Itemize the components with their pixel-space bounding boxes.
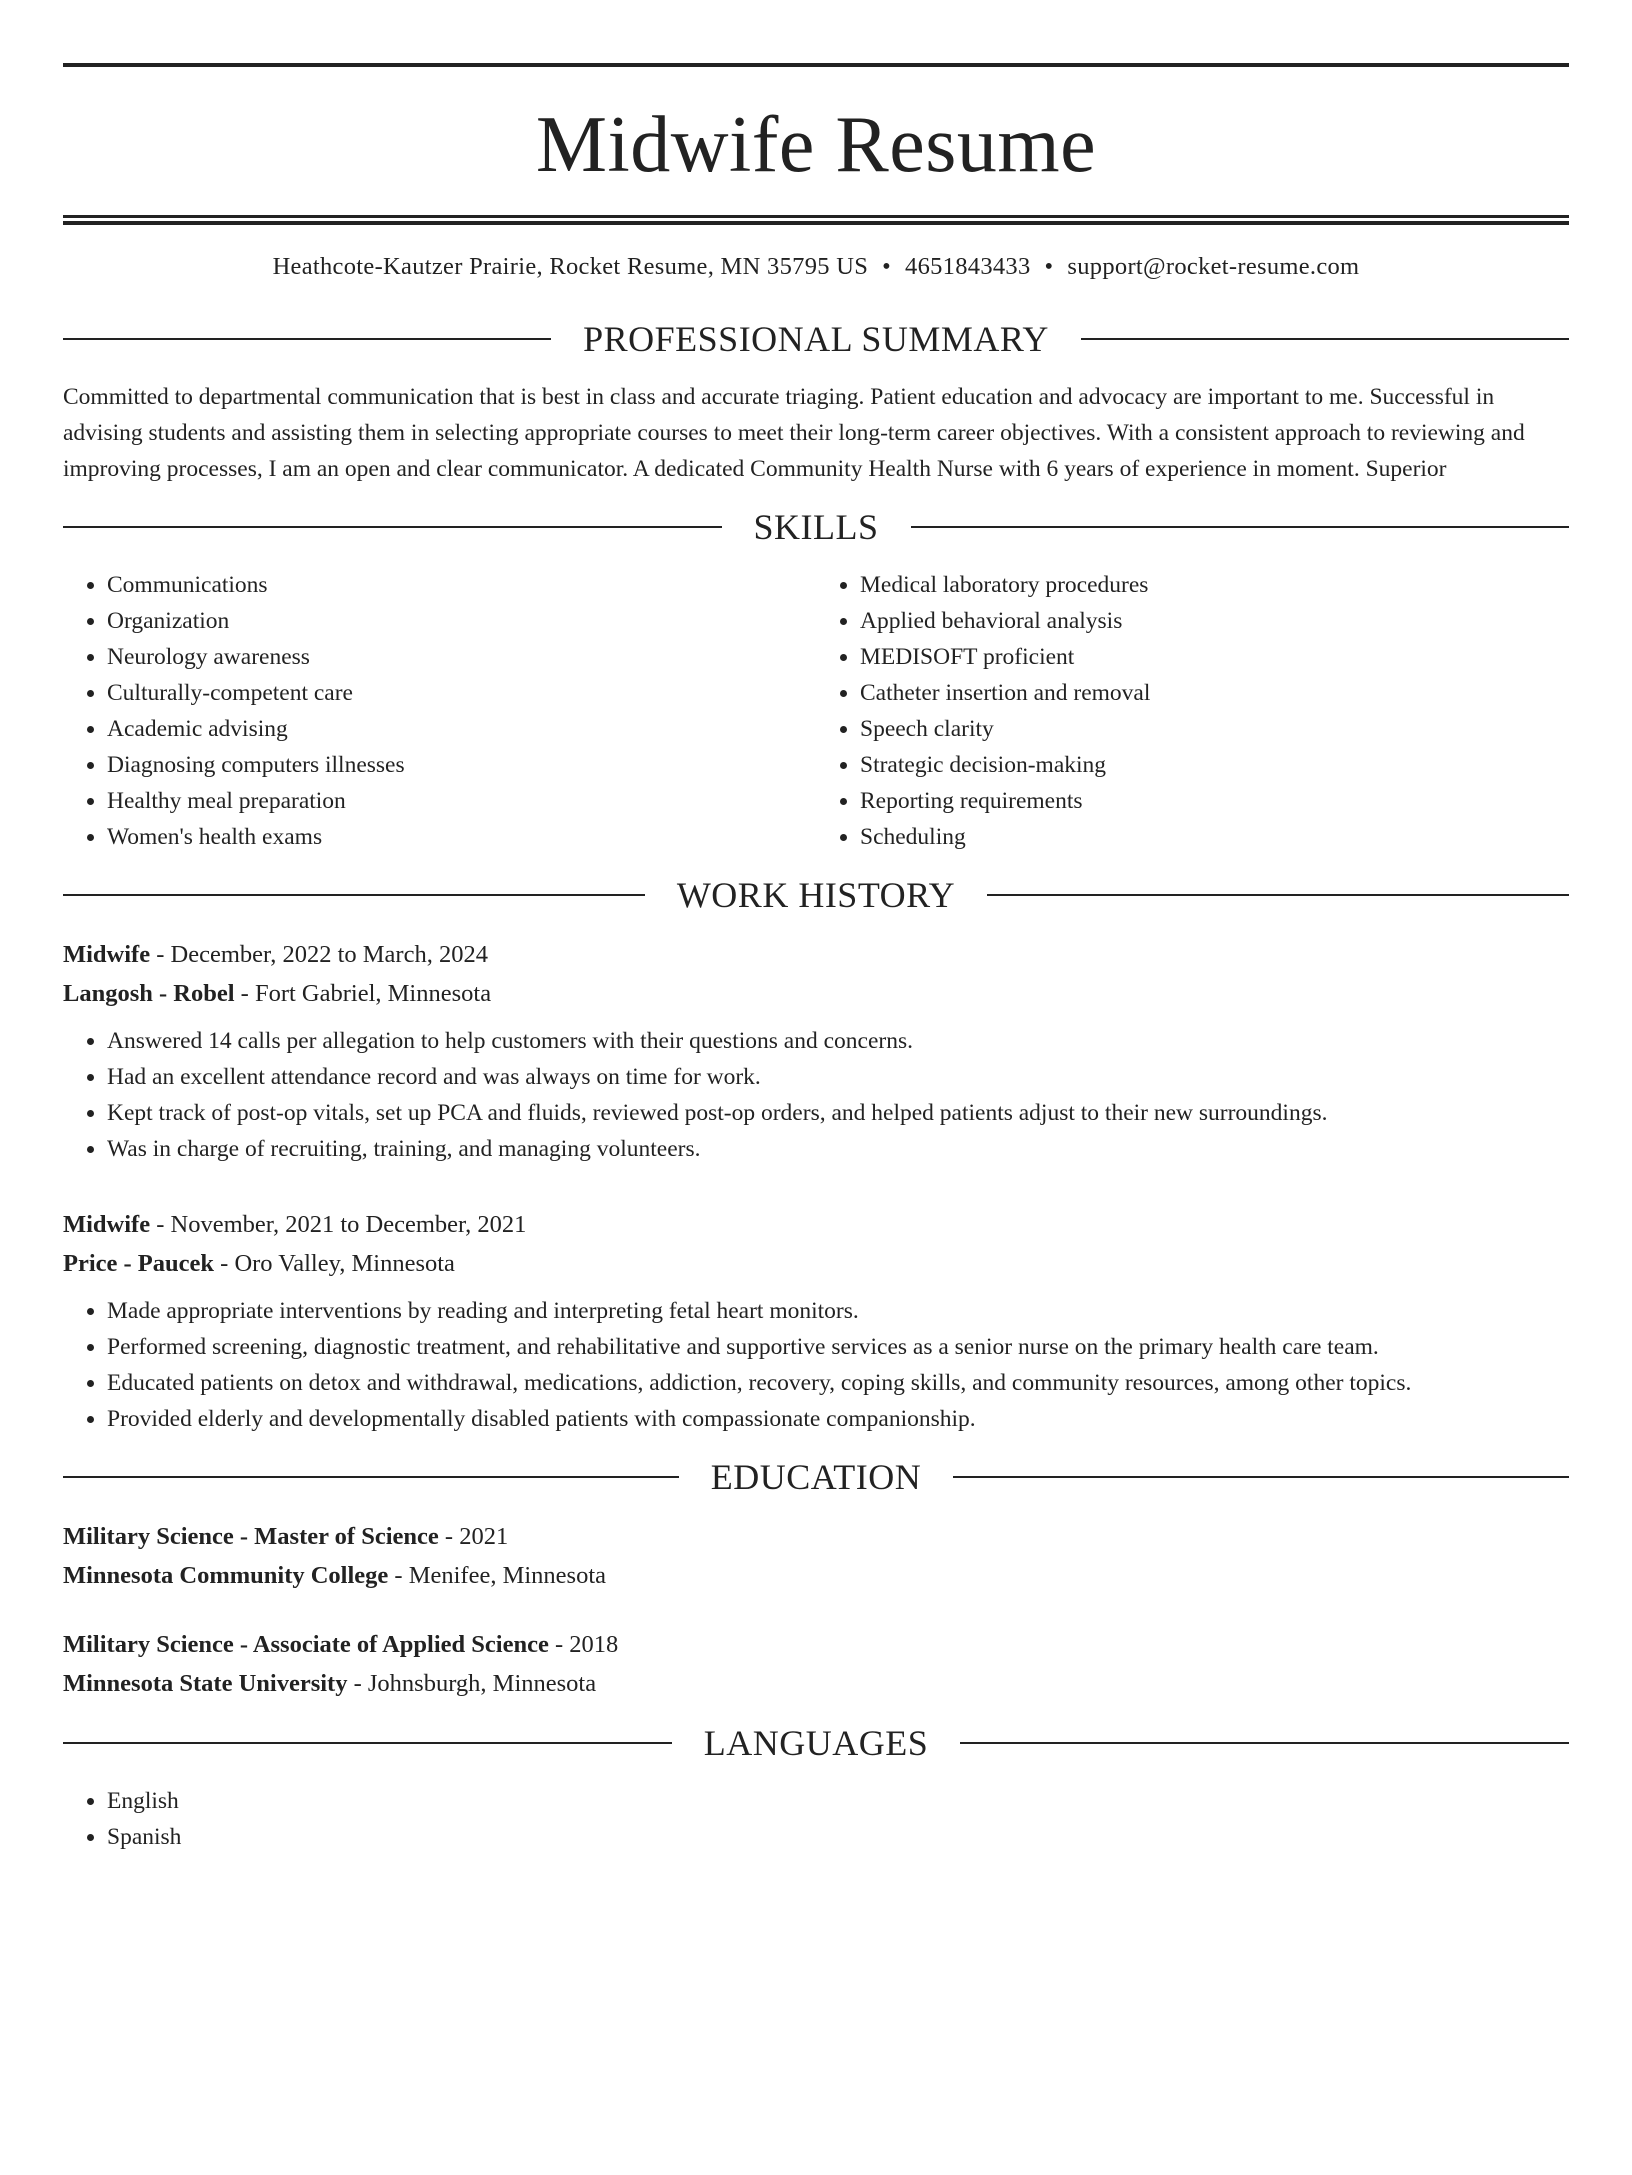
job-location: Oro Valley, Minnesota <box>234 1250 455 1277</box>
divider-line <box>63 894 645 896</box>
education-school: Minnesota Community College <box>63 1562 389 1589</box>
skill-item: • Applied behavioral analysis <box>860 603 1569 639</box>
language-item: • Spanish <box>107 1819 1569 1855</box>
divider-line <box>63 1742 672 1744</box>
job-title: Midwife <box>63 941 151 968</box>
section-header-education <box>63 1459 1569 1495</box>
resume-page <box>0 63 1632 2175</box>
section-header-skills <box>63 509 1569 545</box>
skill-item: • Organization <box>107 603 816 639</box>
contact-email: support@rocket-resume.com <box>1067 253 1360 280</box>
divider-line <box>1081 338 1569 340</box>
job-company: Langosh - Robel <box>63 980 235 1007</box>
skill-item: • Scheduling <box>860 819 1569 855</box>
skills-column-right <box>816 567 1569 855</box>
skill-item: • Diagnosing computers illnesses <box>107 747 816 783</box>
job-bullet: • Had an excellent attendance record and was always on time for work. <box>107 1059 1569 1095</box>
divider-line <box>911 526 1570 528</box>
job-bullets <box>63 1023 1569 1167</box>
education-entry <box>63 1517 1569 1595</box>
education-year: 2018 <box>569 1631 619 1658</box>
job-bullets <box>63 1293 1569 1437</box>
job-company: Price - Paucek <box>63 1250 215 1277</box>
contact-separator: • <box>1044 253 1054 280</box>
summary-text: Committed to departmental communication that is best in class and accurate triaging. Patient education and advocacy are important to me. Successful in advising students and assisting them in selecting appropriate courses to meet their long-term career objectives. With a consistent approach to reviewing and improving processes, I am an open and clear communicator. A dedicated Community Health Nurse with 6 years of experience in moment. Superior <box>63 384 1525 482</box>
education-degree: Military Science - Master of Science <box>63 1523 439 1550</box>
section-header-work <box>63 877 1569 913</box>
job-bullet: • Educated patients on detox and withdrawal, medications, addiction, recovery, coping skills, and community resources, among other topics. <box>107 1365 1569 1401</box>
skill-item: • Communications <box>107 567 816 603</box>
contact-phone: 4651843433 <box>905 253 1031 280</box>
resume-title: Midwife Resume <box>535 101 1097 189</box>
skill-item: • MEDISOFT proficient <box>860 639 1569 675</box>
section-title-summary: PROFESSIONAL SUMMARY <box>583 319 1049 359</box>
skill-item: • Speech clarity <box>860 711 1569 747</box>
divider-line <box>63 1476 679 1478</box>
divider-line <box>960 1742 1569 1744</box>
contact-address: Heathcote-Kautzer Prairie, Rocket Resume, MN 35795 US <box>272 253 869 280</box>
section-header-summary <box>63 321 1569 357</box>
job-location: Fort Gabriel, Minnesota <box>254 980 492 1007</box>
skill-item: • Healthy meal preparation <box>107 783 816 819</box>
divider-line <box>63 526 722 528</box>
job-bullet: • Performed screening, diagnostic treatment, and rehabilitative and supportive services as a senior nurse on the primary health care team. <box>107 1329 1569 1365</box>
job-bullet: • Provided elderly and developmentally disabled patients with compassionate companionship. <box>107 1401 1569 1437</box>
education-location: Menifee, Minnesota <box>408 1562 607 1589</box>
skill-item: • Culturally-competent care <box>107 675 816 711</box>
top-rule <box>63 63 1569 67</box>
job-bullet: • Made appropriate interventions by reading and interpreting fetal heart monitors. <box>107 1293 1569 1329</box>
job-dates: December, 2022 to March, 2024 <box>170 941 488 968</box>
job-company-line: Price - Paucek - Oro Valley, Minnesota <box>63 1250 455 1277</box>
education-entry <box>63 1625 1569 1703</box>
job-title-line: Midwife - December, 2022 to March, 2024 <box>63 941 488 968</box>
language-item: • English <box>107 1783 1569 1819</box>
education-year: 2021 <box>459 1523 509 1550</box>
languages-list <box>63 1783 1569 1855</box>
job-entry <box>63 1205 1569 1437</box>
education-school-line: Minnesota State University - Johnsburgh, Minnesota <box>63 1670 597 1697</box>
title-double-rule <box>63 215 1569 225</box>
education-degree-line: Military Science - Master of Science - 2021 <box>63 1523 509 1550</box>
divider-line <box>987 894 1569 896</box>
skill-item: • Catheter insertion and removal <box>860 675 1569 711</box>
education-school: Minnesota State University <box>63 1670 348 1697</box>
section-header-languages <box>63 1725 1569 1761</box>
education-degree: Military Science - Associate of Applied Science <box>63 1631 549 1658</box>
section-title-work: WORK HISTORY <box>676 875 956 915</box>
section-title-languages: LANGUAGES <box>703 1723 929 1763</box>
job-bullet: • Kept track of post-op vitals, set up PCA and fluids, reviewed post-op orders, and helped patients adjust to their new surroundings. <box>107 1095 1569 1131</box>
job-bullet: • Answered 14 calls per allegation to help customers with their questions and concerns. <box>107 1023 1569 1059</box>
skill-item: • Neurology awareness <box>107 639 816 675</box>
section-title-education: EDUCATION <box>710 1457 922 1497</box>
skill-item: • Women's health exams <box>107 819 816 855</box>
job-bullet: • Was in charge of recruiting, training, and managing volunteers. <box>107 1131 1569 1167</box>
job-entry <box>63 935 1569 1167</box>
skills-list <box>63 567 1569 855</box>
job-dates: November, 2021 to December, 2021 <box>170 1211 527 1238</box>
contact-separator: • <box>882 253 892 280</box>
job-title-line: Midwife - November, 2021 to December, 2021 <box>63 1211 527 1238</box>
divider-line <box>63 338 551 340</box>
job-company-line: Langosh - Robel - Fort Gabriel, Minnesota <box>63 980 492 1007</box>
education-location: Johnsburgh, Minnesota <box>367 1670 597 1697</box>
skill-item: • Strategic decision-making <box>860 747 1569 783</box>
divider-line <box>953 1476 1569 1478</box>
skills-column-left <box>63 567 816 855</box>
contact-line <box>63 253 1569 281</box>
section-title-skills: SKILLS <box>753 507 879 547</box>
skill-item: • Reporting requirements <box>860 783 1569 819</box>
skill-item: • Academic advising <box>107 711 816 747</box>
skill-item: • Medical laboratory procedures <box>860 567 1569 603</box>
education-school-line: Minnesota Community College - Menifee, Minnesota <box>63 1562 607 1589</box>
education-degree-line: Military Science - Associate of Applied Science - 2018 <box>63 1631 619 1658</box>
job-title: Midwife <box>63 1211 151 1238</box>
